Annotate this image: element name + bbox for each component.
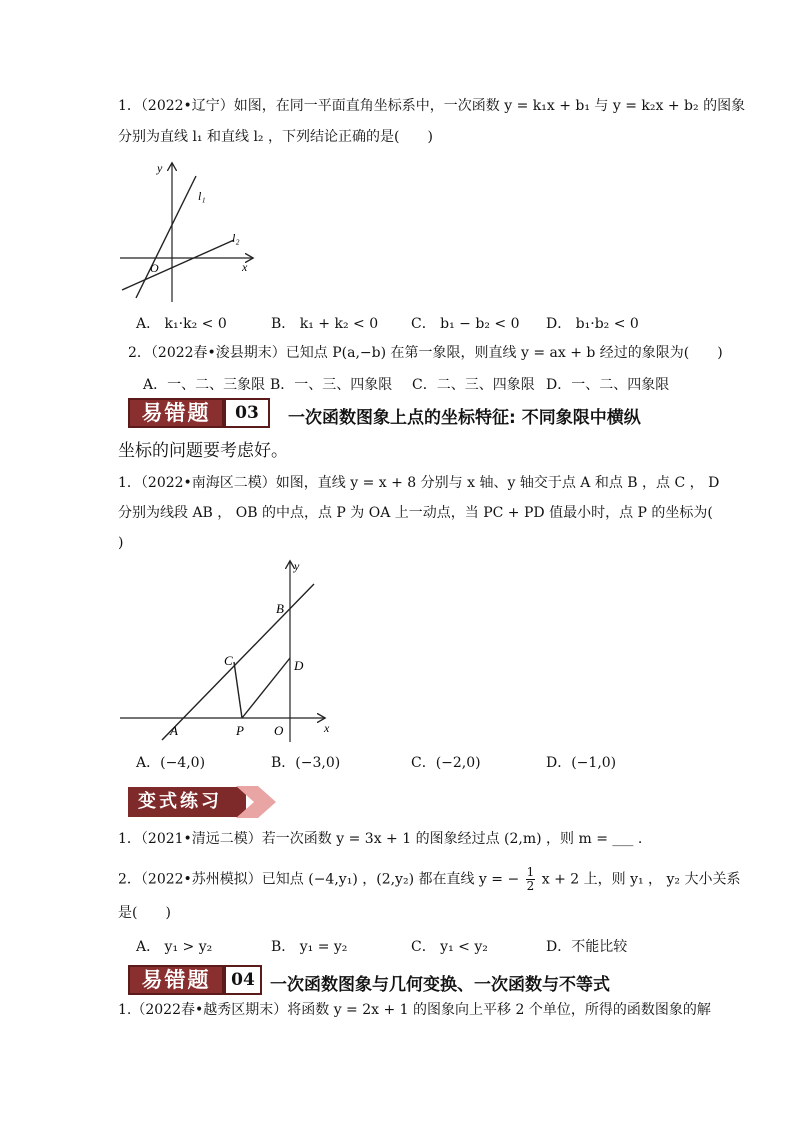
banner-03-title-line2: 坐标的问题要考虑好。 xyxy=(118,441,288,461)
q2-option-d: D．一、二、四象限 xyxy=(546,377,670,393)
q2-text-line1: 2．（2022春•浚县期末）已知点 P(a,−b) 在第一象限，则直线 y = ax + b 经过的象限为( ) xyxy=(128,345,723,361)
q1-origin-label: O xyxy=(150,261,159,275)
practice-q1: 1．（2021•清远二模）若一次函数 y = 3x + 1 的图象经过点 (2,m) ，则 m = ___ . xyxy=(118,831,643,847)
s2-q1-option-a: A．(−4,0) xyxy=(136,755,206,771)
s2-c-label: C xyxy=(224,653,233,668)
q1-text-line1: 1．（2022•辽宁）如图，在同一平面直角坐标系中，一次函数 y = k₁x + b₁ 与 y = k₂x + b₂ 的图象 xyxy=(118,98,746,114)
s2-q1-figure xyxy=(118,556,348,746)
q1-option-b: B． k₁ + k₂ < 0 xyxy=(271,316,379,332)
s4-q1-line1: 1.（2022春•越秀区期末）将函数 y = 2x + 1 的图象向上平移 2 个单位，所得的函数图象的解 xyxy=(118,1002,711,1018)
q1-y-label: y xyxy=(157,161,163,175)
banner-04-number: 04 xyxy=(224,965,262,995)
practice-option-c: C． y₁ < y₂ xyxy=(411,939,488,955)
fraction-numerator: 1 xyxy=(526,865,535,879)
fraction-denominator: 2 xyxy=(526,879,535,893)
practice-option-d: D．不能比较 xyxy=(546,939,628,955)
banner-04-title: 一次函数图象与几何变换、一次函数与不等式 xyxy=(270,975,610,995)
s2-line-ab xyxy=(162,584,314,740)
q2-option-b: B．一、三、四象限 xyxy=(270,377,393,393)
s2-q1-option-b: B．(−3,0) xyxy=(271,755,341,771)
q2-option-a: A．一、二、三象限 xyxy=(143,377,266,393)
q1-text-line2: 分别为直线 l₁ 和直线 l₂ ，下列结论正确的是( ) xyxy=(118,129,433,145)
s2-q1-text-line3: ) xyxy=(118,535,124,551)
practice-option-b: B． y₁ = y₂ xyxy=(271,939,348,955)
practice-q2-line1 xyxy=(118,866,740,893)
q1-option-d: D． b₁·b₂ < 0 xyxy=(546,316,639,332)
chevron-right-icon xyxy=(236,786,278,818)
banner-04-tag: 易错题 xyxy=(128,965,224,995)
q1-x-label: x xyxy=(242,260,248,274)
s2-b-label: B xyxy=(276,601,284,616)
q1-line-l2 xyxy=(122,240,234,290)
banner-03-tag: 易错题 xyxy=(128,398,224,428)
banner-03-number: 03 xyxy=(224,398,270,428)
s2-p-label: P xyxy=(236,723,244,738)
practice-q2-text-a: 2．（2022•苏州模拟）已知点 (−4,y₁) ，(2,y₂) 都在直线 y = − xyxy=(118,871,520,888)
practice-q2-line2: 是( ) xyxy=(118,905,171,921)
practice-option-a: A． y₁ > y₂ xyxy=(136,939,213,955)
s2-a-label: A xyxy=(170,723,178,738)
s2-x-label: x xyxy=(324,721,330,735)
s2-q1-text-line2: 分别为线段 AB ， OB 的中点，点 P 为 OA 上一动点，当 PC + PD 值最小时，点 P 的坐标为( xyxy=(118,505,713,521)
q1-option-c: C． b₁ − b₂ < 0 xyxy=(411,316,520,332)
banner-03-title-line1: 一次函数图象上点的坐标特征: 不同象限中横纵 xyxy=(288,408,641,428)
practice-q2-text-b: x + 2 上，则 y₁ ， y₂ 大小关系 xyxy=(541,871,741,888)
practice-banner-tag: 变式练习 xyxy=(128,787,246,817)
q1-l1-label: l₁ xyxy=(198,189,206,203)
q2-option-c: C．二、三、四象限 xyxy=(412,377,535,393)
s2-d-label: D xyxy=(294,658,304,673)
q1-figure xyxy=(112,152,262,304)
s2-q1-text-line1: 1．（2022•南海区二模）如图，直线 y = x + 8 分别与 x 轴、y 轴交于点 A 和点 B ，点 C ， D xyxy=(118,475,720,491)
s2-o-label: O xyxy=(274,723,284,738)
s2-y-label: y xyxy=(294,559,300,573)
q1-option-a: A． k₁·k₂ < 0 xyxy=(136,316,227,332)
s2-q1-option-d: D．(−1,0) xyxy=(546,755,617,771)
s2-q1-option-c: C．(−2,0) xyxy=(411,755,481,771)
practice-q2-fraction xyxy=(526,866,536,893)
practice-banner xyxy=(128,786,278,818)
s2-segment-pd xyxy=(242,658,290,718)
s2-segment-cp xyxy=(234,662,242,718)
q1-l2-label: l₂ xyxy=(232,231,240,245)
